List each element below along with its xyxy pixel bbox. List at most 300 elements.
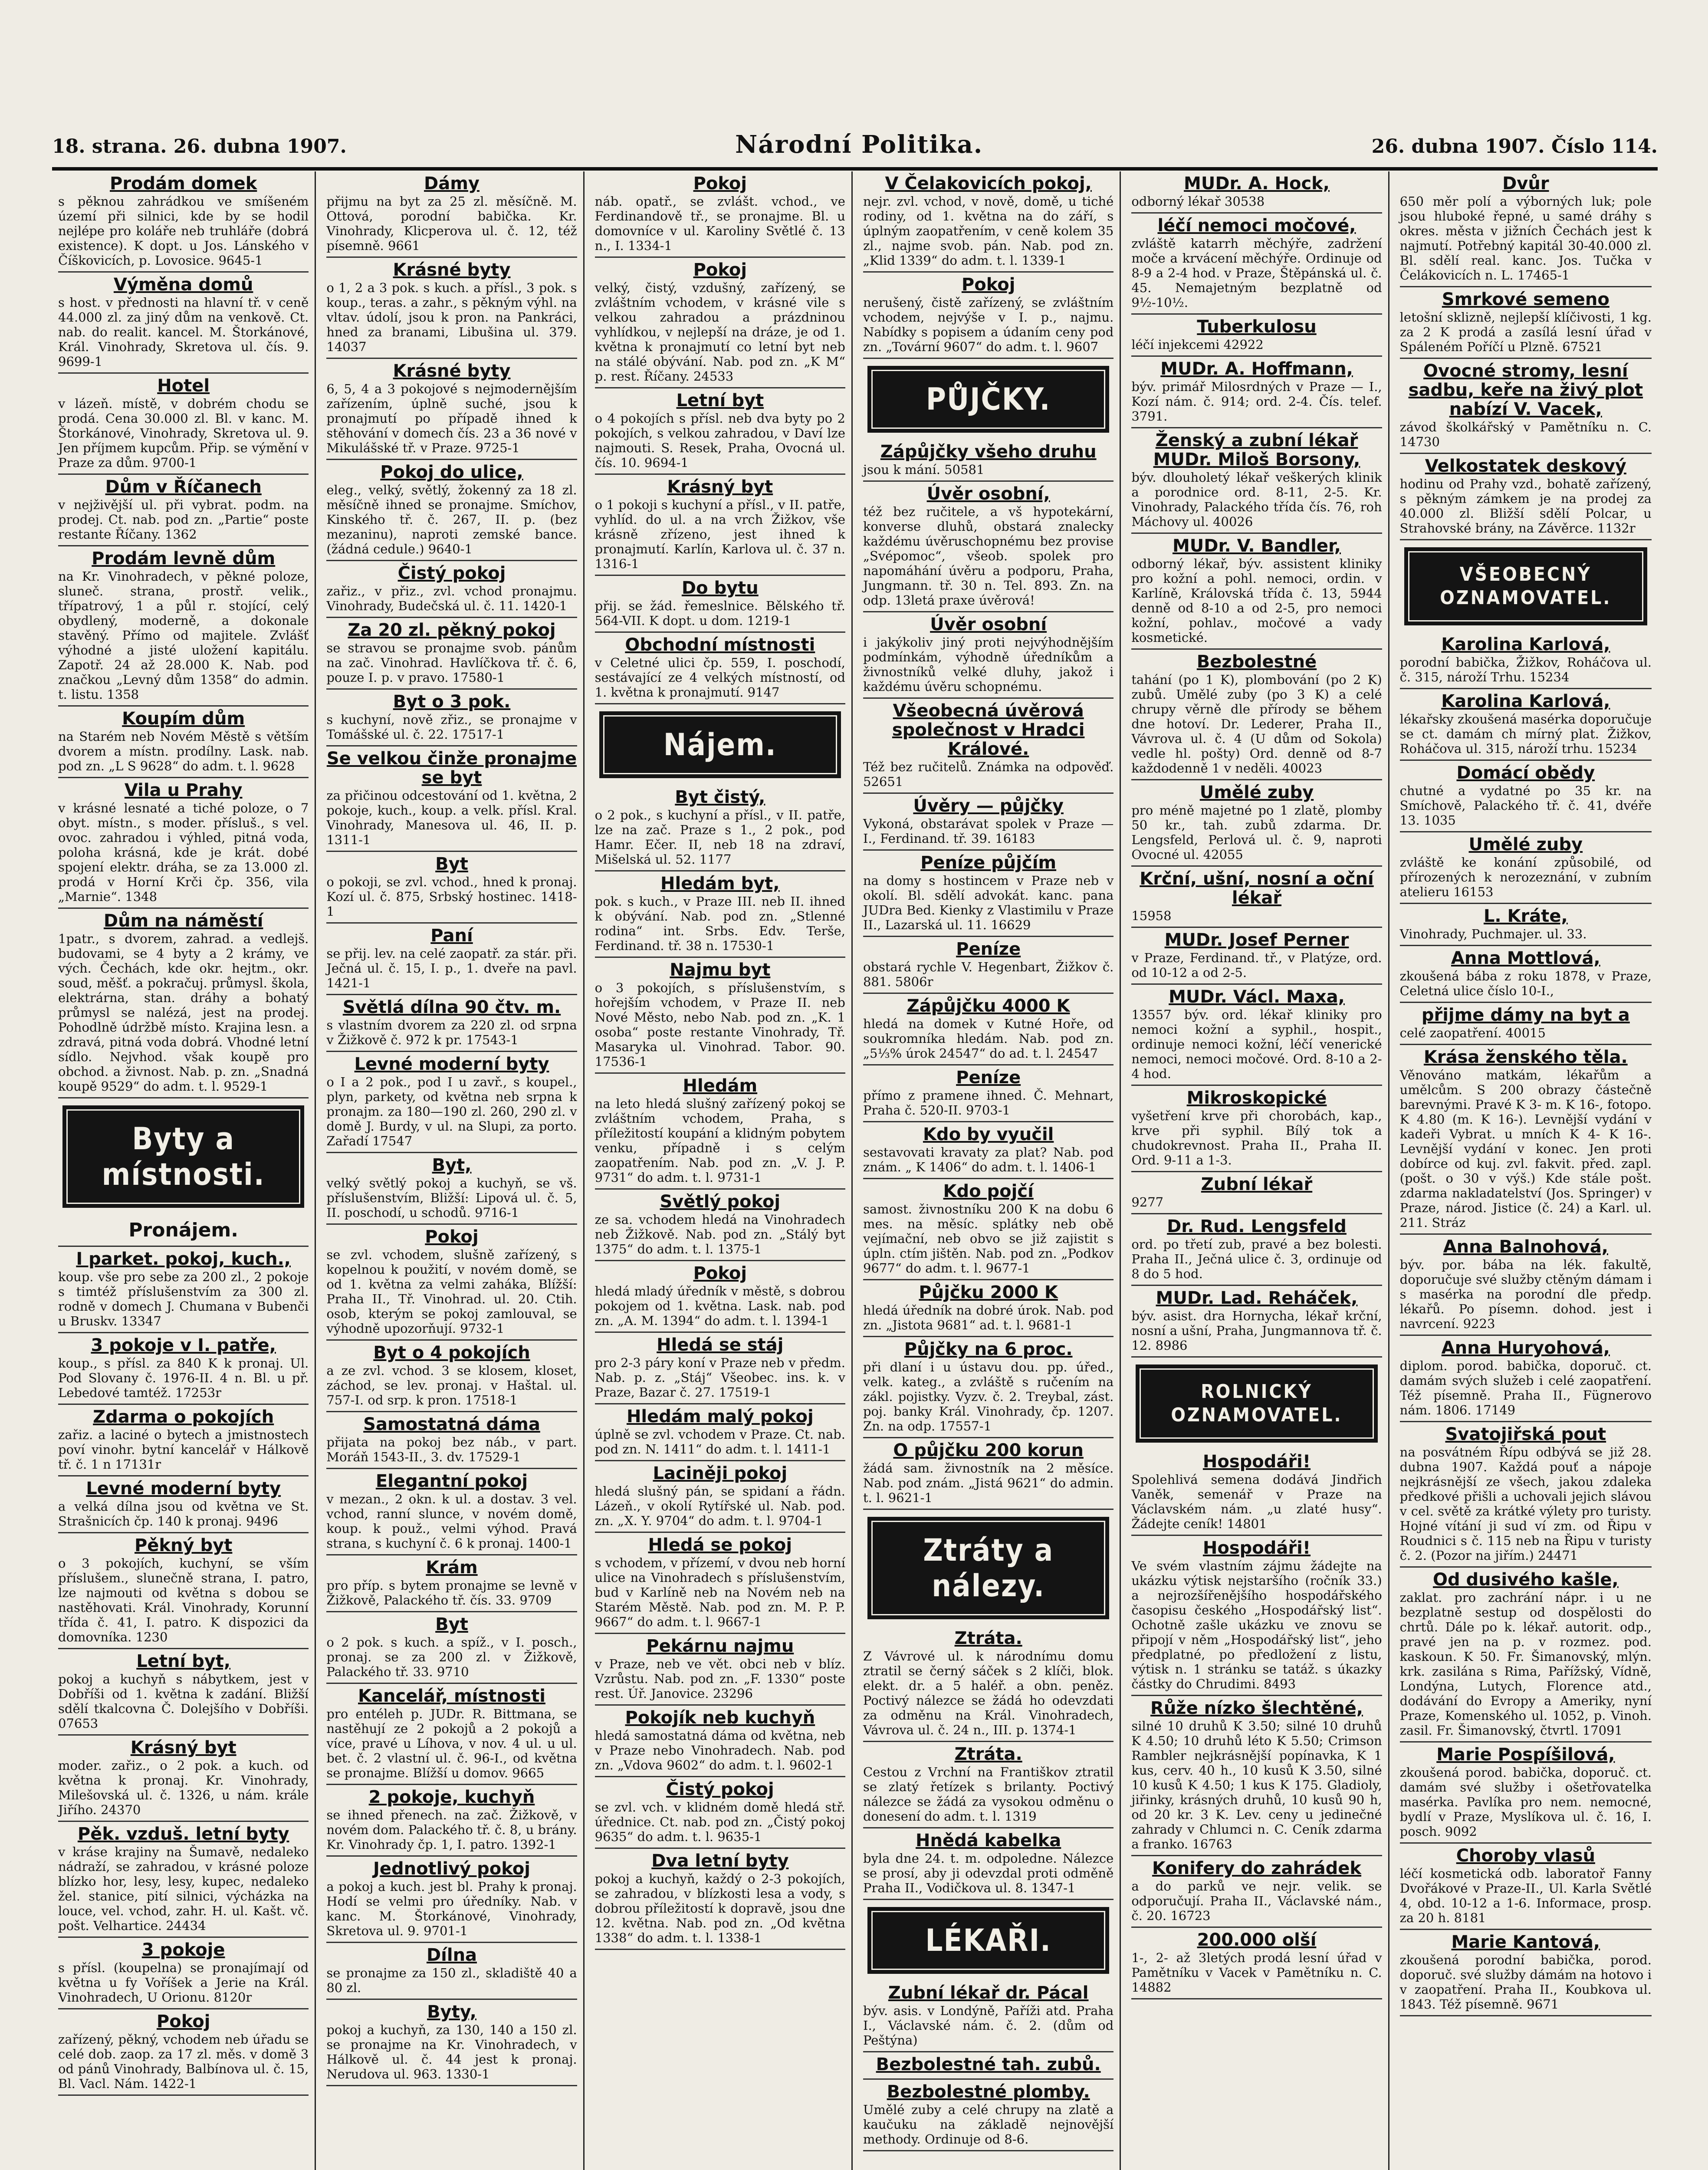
ad-heading: léčí nemoci močové, xyxy=(1157,216,1356,236)
classified-ad xyxy=(58,1247,309,1333)
classified-ad xyxy=(1131,315,1382,357)
classified-ad xyxy=(1131,650,1382,780)
ad-text: se zvl. vchodem, slušně zařízený, s kopelnou k použití, v novém domě, se od 1. května za velmi zaháka, Blížší: Praha II., Tř. Vinohrad. ul. 20. Ctih. osob, kterým se pokoj zamlouval, se výhodně upozorňují. 9732-1 xyxy=(326,1247,577,1336)
classified-ad xyxy=(326,618,577,690)
ad-text: o 1 pokoji s kuchyní a přísl., v II. patře, vyhlíd. do ul. a na vrch Žižkov, vše krásně zřízeno, jest ihned k pronajmutí. Karlín, Karlova ul. č. 37 n. 1316-1 xyxy=(595,497,845,571)
ad-text: pro příp. s bytem pronajme se levně v Žižkově, Palackého tř. čís. 33. 9709 xyxy=(326,1578,577,1608)
ad-text: žádá sam. živnostník na 2 měsíce. Nab. pod znám. „Jistá 9621“ do admin. t. l. 9621-1 xyxy=(863,1461,1114,1505)
ad-heading: Ztráta. xyxy=(954,1628,1022,1648)
ad-heading: Anna Mottlová, xyxy=(1451,948,1600,968)
ad-text: zvláště ke konání způsobilé, od přírozených k nerozeznání, v zubním atelieru 16153 xyxy=(1399,855,1652,899)
classified-ad xyxy=(1131,357,1382,428)
ad-text: v kráse krajiny na Šumavě, nedaleko nádraží, se zahradou, v krásné poloze blízko hor, lesy, lesy, kupec, nedaleko žel. stanice, pití silnici, výcházka na louce, vel. vchod, zahr. H. ul. Kašt. vč. pošt. Velhartice. 24434 xyxy=(58,1844,309,1933)
classified-ad xyxy=(595,958,845,1074)
ad-text: Spolehlivá semena dodává Jindřich Vaněk, semenář v Praze na Václavském nám. „u zlaté husy“. Žádejte ceník! 14801 xyxy=(1131,1472,1382,1531)
ad-text: koup., s přísl. za 840 K k pronaj. Ul. Pod Slovany č. 1976-II. 4 n. Bl. u př. Lebedové tamtéž. 17253r xyxy=(58,1356,309,1400)
classified-ad xyxy=(595,1634,845,1706)
classified-ad xyxy=(1131,1286,1382,1358)
classified-ad xyxy=(863,994,1113,1065)
ad-columns xyxy=(52,171,1658,2170)
ad-heading: Laciněji pokoj xyxy=(653,1463,788,1483)
ad-heading: Konifery do zahrádek xyxy=(1152,1858,1362,1878)
classified-ad xyxy=(326,1785,577,1857)
classified-ad xyxy=(1131,1172,1382,1214)
ad-heading: Pokoj xyxy=(693,260,747,280)
ad-heading: I parket. pokoj, kuch., xyxy=(76,1249,291,1269)
ad-text: ord. po třetí zub, pravé a bez bolesti. Praha II., Ječná ulice č. 3, ordinuje od 8 do 5 hod. xyxy=(1131,1237,1382,1281)
classified-ad xyxy=(1131,1856,1382,1928)
ad-heading: Krása ženského těla. xyxy=(1423,1047,1628,1067)
ad-text: 15958 xyxy=(1131,908,1172,923)
ad-heading: Dům v Říčanech xyxy=(105,477,262,497)
ad-text: býv. por. bába na lék. fakultě, doporučuje své služby ctěným dámam i s masérka na porodní dle předp. lékařů. Po písemn. dohod. jest i navrcení. 9223 xyxy=(1399,1257,1652,1331)
classified-ad xyxy=(326,852,577,924)
ad-heading: Kdo by vyučil xyxy=(923,1124,1054,1144)
ad-text: sestavovati kravaty za plat? Nab. pod znám. „ K 1406“ do adm. t. l. 1406-1 xyxy=(863,1145,1114,1174)
ad-heading: Zápůjčku 4000 K xyxy=(907,996,1070,1016)
ad-text: vyšetření krve při chorobách, kap., krve při syphil. Bílý tok a chudokrevnost. Praha II., Praha II. Ord. 9-11 a 1-3. xyxy=(1131,1108,1382,1167)
ad-heading: Růže nízko šlechtěné, xyxy=(1150,1698,1363,1718)
ad-text: pokoj a kuchyň, za 130, 140 a 150 zl. se pronajme na Kr. Vinohradech, v Hálkově ul. č. 44 jest k pronaj. Nerudova ul. 963. 1330-1 xyxy=(326,2022,577,2081)
column-4 xyxy=(857,171,1121,2170)
ad-heading: Byty, xyxy=(427,2002,476,2022)
ad-text: v lázeň. místě, v dobrém chodu se prodá. Cena 30.000 zl. Bl. v kanc. M. Štorkánové, Vinohrady, Skretova ul. 9. Jen příjmem kupcům. Přip. se výmění v Praze za dům. 9700-1 xyxy=(58,396,309,470)
ad-text: s vchodem, v přízemí, v dvou neb horní ulice na Vinohradech s příslušenstvím, bud v Karlíně neb na Novém neb na Starém Městě. Nab. pod zn. M. P. P. 9667“ do adm. t. l. 9667-1 xyxy=(595,1555,845,1629)
classified-ad xyxy=(326,995,577,1052)
section-subhead: Pronájem. xyxy=(58,1215,309,1247)
ad-heading: Byt o 3 pok. xyxy=(393,692,511,712)
ad-text: pro 2-3 páry koní v Praze neb v předm. Nab. p. z. „Stáj“ Všeobec. ins. k. v Praze, Bazar č. 27. 17519-1 xyxy=(595,1355,845,1400)
ad-text: s vlastním dvorem za 220 zl. od srpna v Žižkově č. 972 k pr. 17543-1 xyxy=(326,1018,577,1047)
classified-ad xyxy=(58,171,309,273)
ad-text: býv. asist. dra Hornycha, lékař krční, nosní a ušní, Praha, Jungmannova tř. č. 12. 8986 xyxy=(1131,1309,1382,1353)
classified-ad xyxy=(326,924,577,995)
ad-heading: MUDr. Václ. Maxa, xyxy=(1169,987,1345,1007)
ad-heading: Umělé zuby xyxy=(1468,835,1583,855)
ad-text: koup. vše pro sebe za 200 zl., 2 pokoje s timtéž příslušenstvím za 300 zl. rodně v domech J. Chumana v Bubenči u Bruskv. 13347 xyxy=(58,1269,309,1328)
ad-text: na Starém neb Novém Městě s větším dvorem a místn. prodílny. Lask. nab. pod zn. „L S 9628“ do adm. t. l. 9628 xyxy=(58,729,309,773)
ad-heading: Zubní lékař xyxy=(1201,1174,1313,1194)
ad-heading: Levné moderní byty xyxy=(86,1479,281,1499)
classified-ad xyxy=(58,1333,309,1405)
ad-heading: Krční, ušní, nosní a oční lékař xyxy=(1140,869,1374,908)
classified-ad xyxy=(595,171,845,258)
ad-text: na leto hledá slušný zařízený pokoj se zvláštním vchodem, Praha, s příležitostí koupání a klidným pobytem venku, případně i s celým zaopatřením. Nab. pod zn. „V. J. P. 9731“ do adm. t. l. 9731-1 xyxy=(595,1096,845,1185)
ad-text: s pěknou zahrádkou ve smíšeném území při silnici, kde by se hodil nejlépe pro koláře neb truhláře (dobrá existence). K dopt. u Jos. Lánského v Číškovicích, p. Lovosice. 9645-1 xyxy=(58,194,309,268)
ad-heading: Letní byt, xyxy=(136,1651,231,1671)
ad-text: moder. zařiz., o 2 pok. a kuch. od května k pronaj. Kr. Vinohrady, Milešovská ul. č. 1326, u nám. krále Jiřího. 24370 xyxy=(58,1758,309,1817)
ad-text: Též bez ručitelů. Známka na odpověď. 52651 xyxy=(863,760,1114,789)
classified-ad xyxy=(1400,689,1652,761)
ad-heading: Karolina Karlová, xyxy=(1441,635,1610,654)
classified-ad xyxy=(595,1533,845,1634)
classified-ad xyxy=(1400,171,1652,287)
classified-ad xyxy=(863,2080,1113,2151)
section-banner-lekari: LÉKAŘI. xyxy=(867,1907,1109,1974)
ad-text: Cestou z Vrchní na Františkov ztratil se zlatý řetízek s brilanty. Poctivý nálezce se žádá za vysokou odměnu o donesení do adm. t. l. 1319 xyxy=(863,1765,1114,1824)
classified-ad xyxy=(863,171,1113,273)
ad-text: hledá slušný pán, se spidaní a řádn. Lázeň., v okolí Rytířské ul. Nab. pod. zn. „X. Y. 9704“ do adm. t. l. 9704-1 xyxy=(595,1484,845,1528)
ad-text: zařiz. a laciné o bytech a jmistnostech poví vinohr. bytní kancelář v Hálkově tř. č. 1 n 17131r xyxy=(58,1427,309,1472)
ad-text: Z Vávrové ul. k národnímu domu ztratil se černý sáček s 2 klíči, blok. elekt. dr. a 5 haléř. a obn. peněz. Poctivý nálezce se žádá ho odevzdati za odměnu na Král. Vinohradech, Vávrova ul. č. 24 n., III. p. 1374-1 xyxy=(863,1649,1114,1737)
classified-ad xyxy=(326,1153,577,1225)
classified-ad xyxy=(58,2009,309,2096)
classified-ad xyxy=(1400,1003,1652,1045)
classified-ad xyxy=(863,1828,1113,1900)
classified-ad xyxy=(58,374,309,475)
classified-ad xyxy=(595,1706,845,1777)
ad-text: odborný lékař 30538 xyxy=(1131,194,1265,209)
ad-text: hledá úředník na dobré úrok. Nab. pod zn. „Jistota 9681“ ad. t. l. 9681-1 xyxy=(863,1303,1114,1332)
column-1 xyxy=(52,171,316,2170)
ad-text: i jakýkoliv jiný proti nejvýhodnějším podmínkám, výhodně úředníkům a živnostníků velké dluhy, jakož i každému úvěru schopnému. xyxy=(863,635,1114,694)
ad-heading: 200.000 olší xyxy=(1197,1930,1317,1950)
classified-ad xyxy=(863,273,1113,359)
ad-heading: 3 pokoje xyxy=(141,1940,225,1960)
ad-text: Věnováno matkám, lékařům a umělcům. S 200 obrazy částečně barevnými. Pravé K 3- m. K 16-, fotopo. K 4.80 (m. K 16-). Levnější vydání v kadeři Vybrat. u mních K 4- K 16-. Levnější vydání v konec. Jen proti dobírce od kuj. zvl. fakvit. před. zapl. (pošt. o 30 v výš.) Kde stále pošt. zdarma nakladatelství (Jos. Springer) v Praze, národ. Jistice (č. 24) a Karl. ul. 211. Stráz xyxy=(1399,1068,1652,1230)
ad-heading: Byt čistý, xyxy=(675,787,765,807)
classified-ad xyxy=(863,1065,1113,1122)
ad-heading: Pokoj xyxy=(425,1227,479,1247)
ad-heading: Prodám levně dům xyxy=(92,549,276,569)
ad-text: hledá na domek v Kutné Hoře, od soukromníka hledám. Nab. pod zn. „5⅓% úrok 24547“ do ad. t. l. 24547 xyxy=(863,1016,1114,1061)
ad-text: též bez ručitele, a vš hypotekární, konverse dluhů, obstará znalecky každému úvěruschopnému bez provise „Svépomoc“, všeob. spolek pro napomáhání úvěru a podporu, Praha, Jungmann. tř. 30 n. Tel. 893. Zn. na odp. 13letá praxe úvěrová! xyxy=(863,504,1114,608)
classified-ad xyxy=(595,1333,845,1404)
ad-text: zkoušená porod. babička, doporuč. ct. damám své služby i ošetřovatelka masérka. Pavlíka pro nem. nemocné, bydlí v Praze, Myslíkova ul. č. 16, I. posch. 9092 xyxy=(1399,1765,1652,1839)
ad-heading: Krásný byt xyxy=(130,1738,236,1758)
ad-text: s host. v přednosti na hlavní tř. v ceně 44.000 zl. za jiný dům na venkově. Ct. nab. do realit. kancel. M. Štorkánové, Král. Vinohrady, Skretova ul. čís. 9. 9699-1 xyxy=(58,295,309,369)
ad-text: chutné a vydatné po 35 kr. na Smíchově, Palackého tř. č. 41, dvéře 13. 1035 xyxy=(1399,783,1652,828)
classified-ad xyxy=(595,576,845,633)
classified-ad xyxy=(326,171,577,258)
classified-ad xyxy=(58,273,309,374)
ad-text: o 1, 2 a 3 pok. s kuch. a přísl., 3 pok. s koup., teras. a zahr., s pěkným výhl. na vltav. údolí, jsou k pron. na Pankráci, hned za branami, Libušina ul. 379. 14037 xyxy=(326,280,577,354)
classified-ad xyxy=(326,1469,577,1555)
ad-heading: V Čelakovicích pokoj, xyxy=(885,174,1092,194)
ad-heading: Obchodní místnosti xyxy=(625,635,815,655)
classified-ad xyxy=(1400,287,1652,359)
ad-heading: Hledám xyxy=(683,1076,758,1096)
ad-heading: Vila u Prahy xyxy=(124,780,243,800)
ad-heading: Krásný byt xyxy=(667,477,773,497)
ad-text: obstará rychle V. Hegenbart, Žižkov č. 881. 5806r xyxy=(863,960,1114,989)
ad-heading: Pekárnu najmu xyxy=(646,1636,794,1656)
classified-ad xyxy=(863,794,1113,851)
ad-text: zkoušená porodní babička, porod. doporuč. své služby dámám na hotovo i v zaopatření. Praha II., Koubkova ul. 1843. Též písemně. 9671 xyxy=(1399,1953,1652,2012)
ad-text: letošní sklizně, nejlepší klíčivosti, 1 kg. za 2 K prodá a zasílá lesní úřad v Spáleném Poříčí u Plzně. 67521 xyxy=(1399,310,1652,354)
ad-text: 9277 xyxy=(1131,1195,1164,1210)
classified-ad xyxy=(1400,832,1652,904)
classified-ad xyxy=(58,1938,309,2009)
ad-text: porodní babička, Žižkov, Roháčova ul. č. 315, nároží Trhu. 15234 xyxy=(1399,655,1652,684)
ad-text: zařízený, pěkný, vchodem neb úřadu se celé dob. zaop. za 17 zl. měs. v domě 3 od pánů Vinohrady, Balbínova ul. č. 15, Bl. Vacl. Nám. 1422-1 xyxy=(58,2032,309,2091)
classified-ad xyxy=(1400,1844,1652,1930)
classified-ad xyxy=(1131,928,1382,985)
ad-heading: Pokoj xyxy=(961,275,1015,295)
classified-ad xyxy=(1400,1930,1652,2016)
ad-heading: Čistý pokoj xyxy=(397,563,506,583)
classified-ad xyxy=(595,1849,845,1950)
classified-ad xyxy=(58,475,309,546)
ad-heading: Výměna domů xyxy=(113,275,253,295)
classified-ad xyxy=(1131,171,1382,214)
classified-ad xyxy=(1131,1696,1382,1856)
classified-ad xyxy=(58,1533,309,1649)
ad-heading: Anna Huryohová, xyxy=(1441,1338,1610,1358)
ad-heading: O půjčku 200 korun xyxy=(893,1440,1084,1460)
ad-text: o 4 pokojích s přísl. neb dva byty po 2 pokojích, s velkou zahradou, v Daví lze najmouti. S. Resek, Praha, Ovocná ul. čís. 10. 9694-1 xyxy=(595,411,845,470)
classified-ad xyxy=(1400,1568,1652,1743)
ad-text: pokoj a kuchyň s nábytkem, jest v Dobříši od 1. května k zadání. Bližší sdělí tkalcovna Č. Dolejšího v Dobříši. 07653 xyxy=(58,1672,309,1731)
ad-heading: Hnědá kabelka xyxy=(916,1831,1061,1851)
classified-ad xyxy=(863,1179,1113,1280)
ad-heading: Dva letní byty xyxy=(651,1851,789,1871)
ad-heading: MUDr. Lad. Reháček, xyxy=(1156,1288,1358,1308)
ad-heading: Zápůjčky všeho druhu xyxy=(880,442,1097,462)
classified-ad xyxy=(1400,1743,1652,1844)
classified-ad xyxy=(1131,534,1382,650)
classified-ad xyxy=(58,1405,309,1476)
ad-heading: Pokoj xyxy=(693,1263,747,1283)
ad-heading: Půjčku 2000 K xyxy=(919,1282,1058,1302)
section-banner-pujcky: PŮJČKY. xyxy=(867,366,1109,433)
classified-ad xyxy=(1131,1450,1382,1536)
classified-ad xyxy=(863,482,1113,612)
classified-ad xyxy=(863,937,1113,994)
classified-ad xyxy=(863,440,1113,482)
ad-text: pok. s kuch., v Praze III. neb II. ihned k obývání. Nab. pod zn. „Stlenné rodina“ int. Srbs. Edv. Terše, Ferdinand. tř. 38 n. 17530-1 xyxy=(595,894,845,953)
ad-text: býv. dlouholetý lékař veškerých klinik a porodnice ord. 8-11, 2-5. Kr. Vinohrady, Palackého třída čís. 76, roh Máchovy ul. 40026 xyxy=(1131,470,1382,529)
classified-ad xyxy=(1131,428,1382,534)
classified-ad xyxy=(863,851,1113,937)
ad-heading: Se velkou činže pronajme se byt xyxy=(326,749,577,788)
classified-ad xyxy=(1400,632,1652,689)
ad-heading: Krám xyxy=(426,1558,478,1578)
ad-text: zvláště katarrh měchýře, zadržení moče a krvácení měchýře. Ordinuje od 8-9 a 2-4 hod. v Praze, Štěpánská ul. č. 45. Nemajetným bezplatně od 9½-10½. xyxy=(1131,236,1382,310)
ad-heading: Anna Balnohová, xyxy=(1443,1237,1608,1257)
section-banner-ztraty: Ztráty a nálezy. xyxy=(867,1517,1109,1619)
ad-heading: Zdarma o pokojích xyxy=(93,1407,274,1427)
ad-text: v mezan., 2 okn. k ul. a dostav. 3 vel. vchod, ranní slunce, v novém domě, koup. k použ., velmi výhod. Pravá strana, s kuchyní č. 6 k pronaj. 1400-1 xyxy=(326,1492,577,1551)
classified-ad xyxy=(863,1981,1113,2052)
ad-heading: Pokoj xyxy=(693,174,747,194)
ad-text: jsou k mání. 50581 xyxy=(863,462,985,477)
ad-text: za přičinou odcestování od 1. května, 2 pokoje, kuch., koup. a velk. přísl. Kral. Vinohrady, Manesova ul. 46, II. p. 1311-1 xyxy=(326,788,577,847)
classified-ad xyxy=(326,359,577,460)
ad-heading: Najmu byt xyxy=(670,960,771,980)
ad-heading: L. Kráte, xyxy=(1483,906,1568,926)
classified-ad xyxy=(1400,904,1652,946)
ad-text: s přísl. (koupelna) se pronajímají od května u fy Voříšek a Jerie na Král. Vinohradech, U Orionu. 8120r xyxy=(58,1960,309,2005)
classified-ad xyxy=(863,1280,1113,1337)
ad-text: se ihned přenech. na zač. Žižkově, v novém dom. Palackého tř. č. 8, u brány. Kr. Vinohrady čp. 1, I. patro. 1392-1 xyxy=(326,1808,577,1852)
classified-ad xyxy=(863,612,1113,699)
ad-heading: Smrkové semeno xyxy=(1442,289,1609,309)
classified-ad xyxy=(595,1261,845,1333)
classified-ad xyxy=(1400,454,1652,540)
ad-heading: Dílna xyxy=(426,1945,477,1965)
section-banner-rolnicky: ROLNICKÝ OZNAMOVATEL. xyxy=(1136,1364,1377,1443)
classified-ad xyxy=(58,1736,309,1822)
classified-ad xyxy=(595,1404,845,1461)
ad-heading: Hotel xyxy=(157,376,210,396)
ad-text: býv. asis. v Londýně, Paříži atd. Praha I., Václavské nám. č. 2. (dům od Peštýna) xyxy=(863,2003,1114,2048)
ad-heading: Zubní lékař dr. Pácal xyxy=(888,1983,1089,2003)
ad-heading: Levné moderní byty xyxy=(354,1054,549,1074)
ad-heading: Mikroskopické xyxy=(1186,1088,1327,1108)
classified-ad xyxy=(1131,214,1382,315)
ad-heading: Domácí obědy xyxy=(1456,763,1595,783)
ad-heading: Pěkný byt xyxy=(134,1535,233,1555)
ad-heading: Bezbolestné plomby. xyxy=(887,2082,1090,2102)
ad-text: a do parků ve nejr. velik. se odporučují. Praha II., Václavské nám., č. 20. 16723 xyxy=(1131,1879,1382,1923)
ad-heading: Hledá se stáj xyxy=(657,1335,784,1355)
ad-heading: Čistý pokoj xyxy=(666,1779,774,1799)
ad-text: přij. se žád. řemeslnice. Bělského tř. 564-VII. K dopt. u dom. 1219-1 xyxy=(595,598,845,628)
classified-ad xyxy=(58,1476,309,1533)
classified-ad xyxy=(1131,1928,1382,1999)
ad-text: závod školkářský v Pamětníku n. C. 14730 xyxy=(1399,420,1652,449)
classified-ad xyxy=(595,1074,845,1190)
ad-text: o 3 pokojích, s příslušenstvím, s hořejším vchodem, v Praze II. neb Nové Město, nebo Nab. pod zn. „K. 1 osoba“ poste restante Vinohrady, Tř. Masaryka ul. Vinohrad. Tabor. 90. 17536-1 xyxy=(595,980,845,1069)
ad-text: přímo z pramene ihned. Č. Mehnart, Praha č. 520-II. 9703-1 xyxy=(863,1088,1114,1118)
ad-text: samost. živnostníku 200 K na dobu 6 mes. na měsíc. splátky neb obě vejímační, neb obvo se již zajistit s úpln. ctím jištěn. Nab. pod zn. „Podkov 9677“ do adm. t. l. 9677-1 xyxy=(863,1202,1114,1276)
ad-heading: Karolina Karlová, xyxy=(1441,691,1610,711)
ad-heading: Peníze xyxy=(956,1068,1021,1088)
ad-text: odborný lékař, býv. assistent kliniky pro kožní a pohl. nemoci, ordin. v Karlíně, Královská třída č. 13, 5944 denně od 8-10 a od 2-5, pro nemoci kožní, pohlav., močové a vady kosmetické. xyxy=(1131,556,1382,645)
ad-heading: Kdo pojčí xyxy=(943,1181,1034,1201)
ad-text: v Praze, neb ve vět. obci neb v blíz. Vzrůstu. Nab. pod zn. „F. 1330“ poste rest. Úř. Janovice. 23296 xyxy=(595,1657,845,1701)
classified-ad xyxy=(863,1742,1113,1828)
classified-ad xyxy=(595,1461,845,1533)
ad-text: na domy s hostincem v Praze neb v okolí. Bl. sdělí advokát. kanc. pana JUDra Bed. Kienky z Vlastimilu v Praze II., Lazarská ul. 11. 16629 xyxy=(863,873,1114,932)
header-left: 18. strana. 26. dubna 1907. xyxy=(52,135,347,158)
column-3 xyxy=(589,171,853,2170)
ad-heading: Hospodáři! xyxy=(1202,1538,1311,1558)
ad-text: hodinu od Prahy vzd., bohatě zařízený, s pěkným zámkem je na prodej za 40.000 zl. Bližší sdělí Polcar, u Strahovské brány, na Závěrce. 1132r xyxy=(1399,477,1652,536)
page-header xyxy=(52,130,1658,165)
ad-text: 1-, 2- až 3letých prodá lesní úřad v Pamětníku v Vacek v Pamětníku n. C. 14882 xyxy=(1131,1950,1382,1995)
ad-text: nejr. zvl. vchod, v nově, domě, u tiché rodiny, od 1. května na do září, s úplným zaopatřením, v ceně kolem 35 zl., najme svob. pán. Nab. pod zn. „Klid 1339“ do adm. t. l. 1339-1 xyxy=(863,194,1114,268)
classified-ad xyxy=(326,1612,577,1684)
ad-text: přijmu na byt za 25 zl. měsíčně. M. Ottová, porodní babička. Kr. Vinohrady, Klicperova ul. č. 12, též písemně. 9661 xyxy=(326,194,577,253)
classified-ad xyxy=(1400,761,1652,832)
classified-ad xyxy=(326,1225,577,1341)
classified-ad xyxy=(326,258,577,359)
classified-ad xyxy=(595,785,845,871)
ad-text: v Praze, Ferdinand. tř., v Platýze, ord. od 10-12 a od 2-5. xyxy=(1131,950,1382,980)
ad-heading: Od dusivého kašle, xyxy=(1432,1570,1619,1590)
classified-ad xyxy=(863,1122,1113,1179)
ad-heading: Půjčky na 6 proc. xyxy=(904,1339,1073,1359)
header-right: 26. dubna 1907. Číslo 114. xyxy=(1371,135,1658,158)
ad-heading: Bezbolestné tah. zubů. xyxy=(876,2055,1101,2075)
ad-heading: Světlý pokoj xyxy=(660,1192,781,1212)
ad-text: lékařsky zkoušená masérka doporučuje se ct. damám ch mírný plat. Žižkov, Roháčova ul. 315, nároží trhu. 15234 xyxy=(1399,712,1652,756)
ad-heading: Tuberkulosu xyxy=(1197,317,1317,337)
ad-heading: Ztráta. xyxy=(954,1744,1022,1764)
ad-text: o I a 2 pok., pod I u zavř., s koupel., plyn, parkety, od května neb srpna k pronajm. za 180—190 zl. 260, 290 zl. v domě J. Burdy, v ul. na Slupi, za porto. Zařadí 17547 xyxy=(326,1075,577,1148)
ad-text: při dlaní i u ústavu dou. pp. úřed., velk. kateg., a zvláště s ručením na zákl. pojistky. Vyzv. č. 2. Treybal, zást. poj. banky Král. Vinohrady, čp. 1207. Zn. na odp. 17557-1 xyxy=(863,1360,1114,1434)
ad-text: pro méně majetné po 1 zlatě, plomby 50 kr., tah. zubů zdarma. Dr. Lengsfeld, Perlová ul. č. 9, naproti Ovocné ul. 42055 xyxy=(1131,803,1382,862)
ad-text: pro entéleh p. JUDr. R. Bittmana, se nastěhují ze 2 pokojů a 2 pokojů a více, pravé u Líhova, v nov. 4 ul. u ul. bet. č. 2 vlastní ul. č. 96-I., od května se pronajme. Blížší u domov. 9665 xyxy=(326,1706,577,1780)
ad-heading: Peníze xyxy=(956,939,1021,959)
ad-heading: Kancelář, místnosti xyxy=(358,1686,545,1706)
classified-ad xyxy=(1131,867,1382,928)
ad-heading: MUDr. V. Bandler, xyxy=(1172,536,1341,556)
ad-heading: Umělé zuby xyxy=(1199,783,1314,802)
ad-text: v nejživější ul. při vybrat. podm. na prodej. Ct. nab. pod zn. „Partie“ poste restante Říčany. 1362 xyxy=(58,497,309,542)
ad-text: o 2 pok., s kuchyní a přísl., v II. patře, lze na zač. Praze s 1., 2 pok., pod Hamr. Ečer. II, neb 18 na zdraví, Mišelská ul. 52. 1177 xyxy=(595,808,845,867)
ad-heading: Pokoj xyxy=(156,2012,210,2032)
classified-ad xyxy=(58,778,309,909)
ad-text: tahání (po 1 K), plombování (po 2 K) zubů. Umělé zuby (po 3 K) a celé chrupy věrně dle přírody se během dne hotoví. Dr. Lederer, Praha II., Vávrova ul. č. 4 (U dům od Sokola) vedle hl. pošty) Ord. denně od 8-7 každodenně 1 v neděli. 40023 xyxy=(1131,672,1382,776)
classified-ad xyxy=(326,561,577,618)
classified-ad xyxy=(595,1190,845,1261)
ad-text: pokoj a kuchyň, každý o 2-3 pokojích, se zahradou, v blízkosti lesa a vody, s dobrou příležitostí k dopravě, jsou dne 12. května. Nab. pod zn. „Od května 1338“ do adm. t. l. 1338-1 xyxy=(595,1871,845,1945)
classified-ad xyxy=(863,699,1113,794)
ad-heading: Marie Kantová, xyxy=(1451,1932,1600,1952)
ad-text: v krásné lesnaté a tiché poloze, o 7 obyt. místn., s moder. přísluš., s vel. ovoc. zahradou i výhled, pitná voda, poloha krásná, kde je krát. dobé spojení elektr. dráha, se za 13.000 zl. prodá v Horní Krči čp. 356, vila „Marnie“. 1348 xyxy=(58,801,309,904)
ad-heading: Letní byt xyxy=(676,391,764,411)
classified-ad xyxy=(326,1341,577,1412)
classified-ad xyxy=(58,707,309,778)
classified-ad xyxy=(1400,946,1652,1003)
ad-heading: Krásné byty xyxy=(393,260,511,280)
classified-ad xyxy=(326,460,577,561)
classified-ad xyxy=(326,2000,577,2086)
classified-ad xyxy=(1131,985,1382,1086)
classified-ad xyxy=(595,258,845,388)
ad-heading: Samostatná dáma xyxy=(363,1414,540,1434)
classified-ad xyxy=(1400,1235,1652,1336)
ad-text: 6, 5, 4 a 3 pokojové s nejmodernějším zařízením, úplně suché, jsou k pronajmutí po případě ihned k stěhování v domech čís. 23 a 36 nové v Mikulášské tř. v Praze. 9725-1 xyxy=(326,381,577,455)
ad-text: eleg., velký, světlý, žokenný za 18 zl. měsíčně ihned se pronajme. Smíchov, Kinského tř. č. 267, II. p. (bez mezaninu), naproti zemské bance. (žádná cedule.) 9640-1 xyxy=(326,483,577,556)
ad-heading: Pokoj do ulice, xyxy=(380,462,523,482)
ad-heading: Jednotlivý pokoj xyxy=(373,1859,531,1879)
classified-ad xyxy=(326,1857,577,1943)
ad-heading: MUDr. A. Hock, xyxy=(1184,174,1330,194)
ad-text: léčí injekcemi 42922 xyxy=(1131,337,1264,352)
ad-heading: 3 pokoje v I. patře, xyxy=(91,1335,276,1355)
classified-ad xyxy=(326,1052,577,1153)
ad-text: o pokoji, se zvl. vchod., hned k pronaj. Kozí ul. č. 875, Srbský hostinec. 1418-1 xyxy=(326,875,577,919)
classified-ad xyxy=(326,690,577,746)
classified-ad xyxy=(1400,1336,1652,1422)
ad-text: úplně se zvl. vchodem v Praze. Ct. nab. pod zn. N. 1411“ do adm. t. l. 1411-1 xyxy=(595,1427,845,1457)
classified-ad xyxy=(58,1822,309,1938)
classified-ad xyxy=(863,1337,1113,1438)
ad-heading: Paní xyxy=(430,926,473,946)
ad-text: o 2 pok. s kuch. a spíž., v I. posch., pronaj. se za 200 zl. v Žižkově, Palackého tř. 33. 9710 xyxy=(326,1635,577,1679)
classified-ad xyxy=(326,746,577,852)
ad-heading: Byt xyxy=(435,1614,468,1634)
ad-heading: přijme dámy na byt a xyxy=(1421,1005,1630,1025)
ad-text: a pokoj a kuch. jest bl. Prahy k pronaj. Hodí se velmi pro úředníky. Nab. v kanc. M. Štorkánové, Vinohrady, Skretova ul. 9. 9701-1 xyxy=(326,1879,577,1938)
section-banner-vseobecny: VŠEOBECNÝ OZNAMOVATEL. xyxy=(1404,547,1647,625)
ad-text: s kuchyní, nově zřiz., se pronajme v Tomášské ul. č. 22. 17517-1 xyxy=(326,712,577,742)
classified-ad xyxy=(1400,1045,1652,1235)
ad-heading: Krásné byty xyxy=(393,361,511,381)
classified-ad xyxy=(326,1943,577,2000)
ad-text: silné 10 druhů K 3.50; silné 10 druhů K 4.50; 10 druhů léto K 5.50; Crimson Rambler nejkrásnější popínavka, K 1 kus, cerv. 40 h., 10 kusů K 3.50, silné 10 kusů K 4.50; 1 kus K 175. Gladioly, jiřinky, krásných druhů, 10 kusů 90 h, od 20 kr. 3 K. Lev. ceny u jedinečné zahrady v Chlumci n. C. Ceník zdarma a franko. 16763 xyxy=(1131,1719,1382,1851)
ad-heading: Všeobecná úvěrová společnost v Hradci Králové. xyxy=(892,701,1085,759)
classified-ad xyxy=(326,1555,577,1612)
classified-ad xyxy=(58,1649,309,1736)
ad-heading: Bezbolestné xyxy=(1196,652,1317,672)
ad-text: náb. opatř., se zvlášt. vchod., ve Ferdinandově tř., se pronajme. Bl. u domovníce v ul. Karoliny Světlé č. 13 n., I. 1334-1 xyxy=(595,194,845,253)
ad-text: léčí kosmetická odb. laboratoř Fanny Dvořákové v Praze-II., Ul. Karla Světlé 4, obd. 10-12 a 1-6. Informace, prosp. za 20 h. 8181 xyxy=(1399,1866,1652,1925)
